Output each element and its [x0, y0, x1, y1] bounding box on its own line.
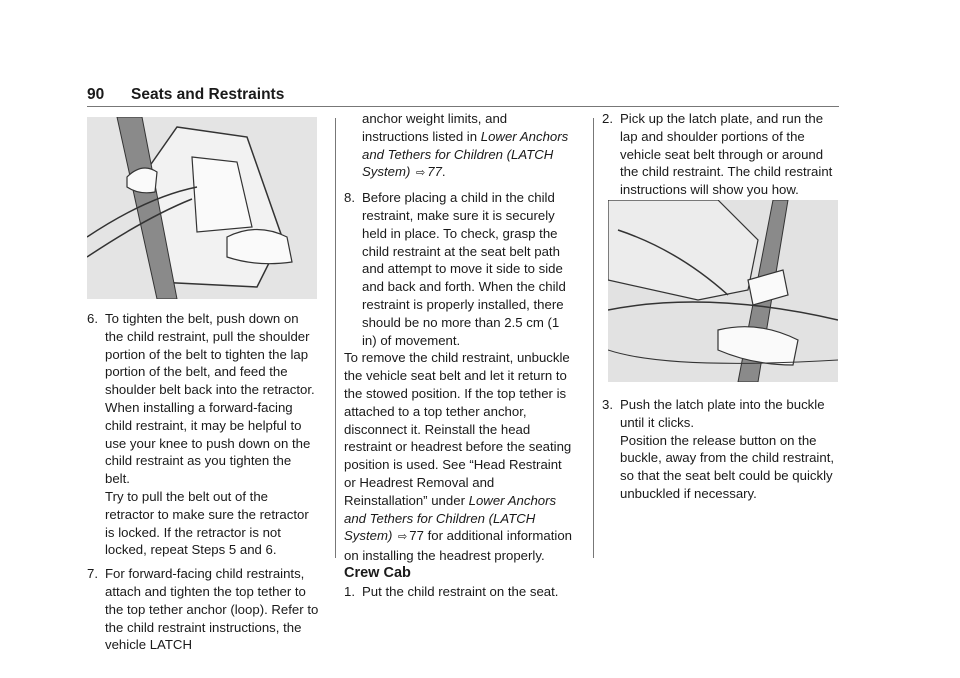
header-rule	[87, 106, 839, 107]
page-header	[87, 84, 839, 108]
page-reference[interactable]: 77	[409, 528, 424, 544]
list-item-step-1	[344, 583, 576, 601]
list-item-step-6	[87, 310, 319, 488]
step-text: For forward-facing child restraints, attach and tighten the top tether to the top tether anchor (loop). Refer to the child restraint instructions, the vehicle LATCH	[105, 566, 319, 653]
step-text: Before placing a child in the child restraint, make sure it is securely held in place. To check, grasp the child restraint at the seat belt path and attempt to move it side to side and back and forth. When the child restraint is properly installed, there should be no more than 2.5 cm (1 in) of movement.	[362, 190, 566, 348]
step-text: Put the child restraint on the seat.	[362, 583, 559, 599]
step-number: 8.	[344, 190, 355, 206]
page-number: 90	[87, 86, 105, 103]
step-7-continued: anchor weight limits, and instructions listed in Lower Anchors and Tethers for Children (LATCH System) ⇨ 77.	[344, 110, 576, 183]
page-reference-arrow-icon: ⇨	[398, 531, 408, 544]
latch-plate-routing-illustration	[608, 200, 838, 382]
step-number: 7.	[87, 566, 98, 582]
crew-cab-heading: Crew Cab	[344, 564, 411, 581]
step-number: 6.	[87, 311, 98, 326]
list-item-step-8	[344, 189, 576, 349]
step-text: Pick up the latch plate, and run the lap and shoulder portions of the vehicle seat belt through or around the child restraint. The child restraint instructions will show you how.	[620, 111, 833, 198]
child-seat-belt-tightening-illustration	[87, 117, 317, 299]
step-number: 1.	[344, 583, 355, 599]
list-item-step-7	[87, 565, 319, 654]
list-item-step-3	[602, 396, 838, 432]
page-reference[interactable]: 77	[427, 164, 442, 180]
continued-text: anchor weight limits, and instructions listed in	[362, 111, 508, 144]
step-3-note: Position the release button on the buckle, away from the child restraint, so that the seat belt could be quickly unbuckled if necessary.	[620, 432, 835, 501]
removal-paragraph	[344, 349, 576, 565]
column-3	[602, 110, 838, 199]
step-number: 3.	[602, 397, 613, 412]
page-reference-arrow-icon: ⇨	[416, 167, 426, 180]
step-6-note: Try to pull the belt out of the retractor to make sure the retractor is locked. If the retractor is not locked, repeat Steps 5 and 6.	[105, 488, 309, 558]
step-text: Push the latch plate into the buckle until it clicks.	[620, 397, 825, 430]
list-item-step-2	[602, 110, 838, 199]
latch-reference-link[interactable]: Lower Anchors and Tethers for Children (LATCH System)	[362, 128, 569, 180]
column-divider	[335, 118, 336, 558]
column-divider	[593, 118, 594, 558]
latch-reference-link[interactable]: Lower Anchors and Tethers for Children (LATCH System)	[344, 492, 557, 544]
step-number: 2.	[602, 111, 613, 126]
removal-text: To remove the child restraint, unbuckle the vehicle seat belt and let it return to the stowed position. If the top tether is attached to a top tether anchor, disconnect it. Reinstall the head restraint or headrest before the seating position is used. See “Head Restraint or Headrest Removal and Reinstallation” under	[344, 350, 572, 508]
removal-text-end: for additional information on installing the headrest properly.	[344, 528, 573, 564]
column-3-lower	[602, 396, 838, 503]
column-2	[344, 110, 576, 601]
column-1	[87, 310, 319, 654]
step-text: To tighten the belt, push down on the child restraint, pull the shoulder portion of the belt to tighten the lap portion of the belt, and feed the shoulder belt back into the retractor. When installing a forward-facing child restraint, it may be helpful to use your knee to push down on the child restraint as you tighten the belt.	[105, 311, 315, 487]
section-title: Seats and Restraints	[131, 86, 285, 103]
